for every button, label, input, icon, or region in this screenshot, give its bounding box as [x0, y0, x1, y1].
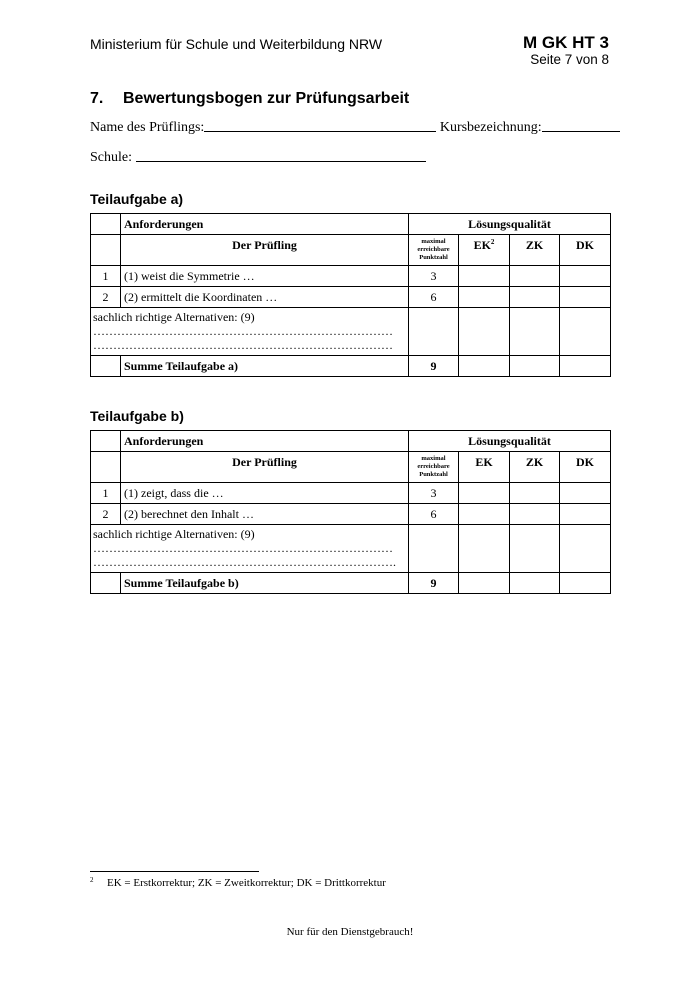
part-b-title: Teilaufgabe b) [90, 408, 184, 424]
footnote [90, 876, 386, 889]
ek-score-cell[interactable] [459, 573, 510, 594]
table-row [91, 287, 611, 308]
section-number: 7. [90, 90, 104, 107]
dk-header: DK [560, 235, 611, 266]
ek-score-cell[interactable] [459, 504, 510, 525]
footer-notice: Nur für den Dienstgebrauch! [286, 926, 414, 938]
name-label: Name des Prüflings: [90, 120, 205, 135]
header-empty-cell [91, 235, 121, 266]
school-field[interactable] [136, 147, 426, 162]
course-field[interactable] [542, 117, 620, 132]
zk-score-cell[interactable] [510, 287, 560, 308]
requirements-header: Anforderungen [121, 214, 409, 235]
sum-points: 9 [409, 356, 459, 377]
dk-score-cell[interactable] [560, 266, 611, 287]
dotted-line: …………………………………………………………………. [93, 555, 396, 569]
max-points: 6 [409, 287, 459, 308]
sum-empty-cell [91, 573, 121, 594]
name-course-line [90, 117, 620, 136]
zk-score-cell[interactable] [510, 356, 560, 377]
ek-score-cell[interactable] [459, 525, 510, 573]
alternatives-points-cell [409, 308, 459, 356]
ek-score-cell[interactable] [459, 287, 510, 308]
header-empty-cell [91, 214, 121, 235]
zk-score-cell[interactable] [510, 266, 560, 287]
ek-score-cell[interactable] [459, 483, 510, 504]
zk-score-cell[interactable] [510, 308, 560, 356]
requirements-header: Anforderungen [121, 431, 409, 452]
sum-row [91, 573, 611, 594]
sum-empty-cell [91, 356, 121, 377]
dk-score-cell[interactable] [560, 525, 611, 573]
max-points: 3 [409, 266, 459, 287]
ek-score-cell[interactable] [459, 266, 510, 287]
header-empty-cell [91, 431, 121, 452]
dk-score-cell[interactable] [560, 356, 611, 377]
row-number: 2 [91, 504, 121, 525]
alternatives-row [91, 525, 611, 573]
max-points: 3 [409, 483, 459, 504]
dk-header: DK [560, 452, 611, 483]
zk-header: ZK [510, 235, 560, 266]
zk-score-cell[interactable] [510, 573, 560, 594]
candidate-header: Der Prüfling [121, 452, 409, 483]
row-number: 1 [91, 266, 121, 287]
grading-table-b [90, 430, 611, 594]
alternatives-points-cell [409, 525, 459, 573]
course-label: Kursbezeichnung: [439, 120, 542, 135]
alternatives-label: sachlich richtige Alternativen: (9) [93, 527, 255, 541]
sum-label: Summe Teilaufgabe b) [121, 573, 409, 594]
part-a-title: Teilaufgabe a) [90, 191, 184, 207]
table-row [91, 266, 611, 287]
table-row [91, 504, 611, 525]
section-title [90, 90, 409, 108]
dotted-line: ………………………………………………………………… [93, 324, 393, 338]
table-row [91, 483, 611, 504]
zk-score-cell[interactable] [510, 483, 560, 504]
grading-table-a [90, 213, 611, 377]
quality-header: Lösungsqualität [409, 431, 611, 452]
quality-header: Lösungsqualität [409, 214, 611, 235]
row-number: 1 [91, 483, 121, 504]
max-points: 6 [409, 504, 459, 525]
footnote-divider [90, 871, 259, 872]
ek-score-cell[interactable] [459, 356, 510, 377]
max-points-header: maximal erreichbare Punktzahl [409, 235, 459, 266]
ek-header: $EK^2$ [459, 235, 510, 266]
alternatives-cell [91, 525, 409, 573]
dotted-line: ………………………………………………………………… [93, 541, 393, 555]
footnote-mark: 2 [90, 876, 94, 884]
requirement-text: (1) weist die Symmetrie … [121, 266, 409, 287]
row-number: 2 [91, 287, 121, 308]
requirement-text: (2) ermittelt die Koordinaten … [121, 287, 409, 308]
sum-label: Summe Teilaufgabe a) [121, 356, 409, 377]
dk-score-cell[interactable] [560, 573, 611, 594]
max-points-header: maximal erreichbare Punktzahl [409, 452, 459, 483]
candidate-header: Der Prüfling [121, 235, 409, 266]
page-number: Seite 7 von 8 [530, 52, 609, 67]
ek-header: EK [459, 452, 510, 483]
header-empty-cell [91, 452, 121, 483]
ek-score-cell[interactable] [459, 308, 510, 356]
name-field[interactable] [204, 117, 436, 132]
footnote-ref: 2 [490, 238, 495, 246]
alternatives-cell [91, 308, 409, 356]
dotted-line: ………………………………………………………………… [93, 338, 393, 352]
dk-score-cell[interactable] [560, 504, 611, 525]
sum-row [91, 356, 611, 377]
school-line [90, 147, 426, 166]
zk-header: ZK [510, 452, 560, 483]
requirement-text: (1) zeigt, dass die … [121, 483, 409, 504]
ministry-name: Ministerium für Schule und Weiterbildung NRW [90, 36, 383, 52]
sum-points: 9 [409, 573, 459, 594]
section-title-text: Bewertungsbogen zur Prüfungsarbeit [123, 90, 410, 107]
dk-score-cell[interactable] [560, 308, 611, 356]
alternatives-row [91, 308, 611, 356]
dk-score-cell[interactable] [560, 287, 611, 308]
alternatives-label: sachlich richtige Alternativen: (9) [93, 310, 255, 324]
zk-score-cell[interactable] [510, 525, 560, 573]
requirement-text: (2) berechnet den Inhalt … [121, 504, 409, 525]
school-label: Schule: [90, 150, 132, 165]
footnote-text: EK = Erstkorrektur; ZK = Zweitkorrektur; DK = Drittkorrektur [107, 877, 386, 889]
dk-score-cell[interactable] [560, 483, 611, 504]
document-code: M GK HT 3 [523, 33, 609, 52]
zk-score-cell[interactable] [510, 504, 560, 525]
